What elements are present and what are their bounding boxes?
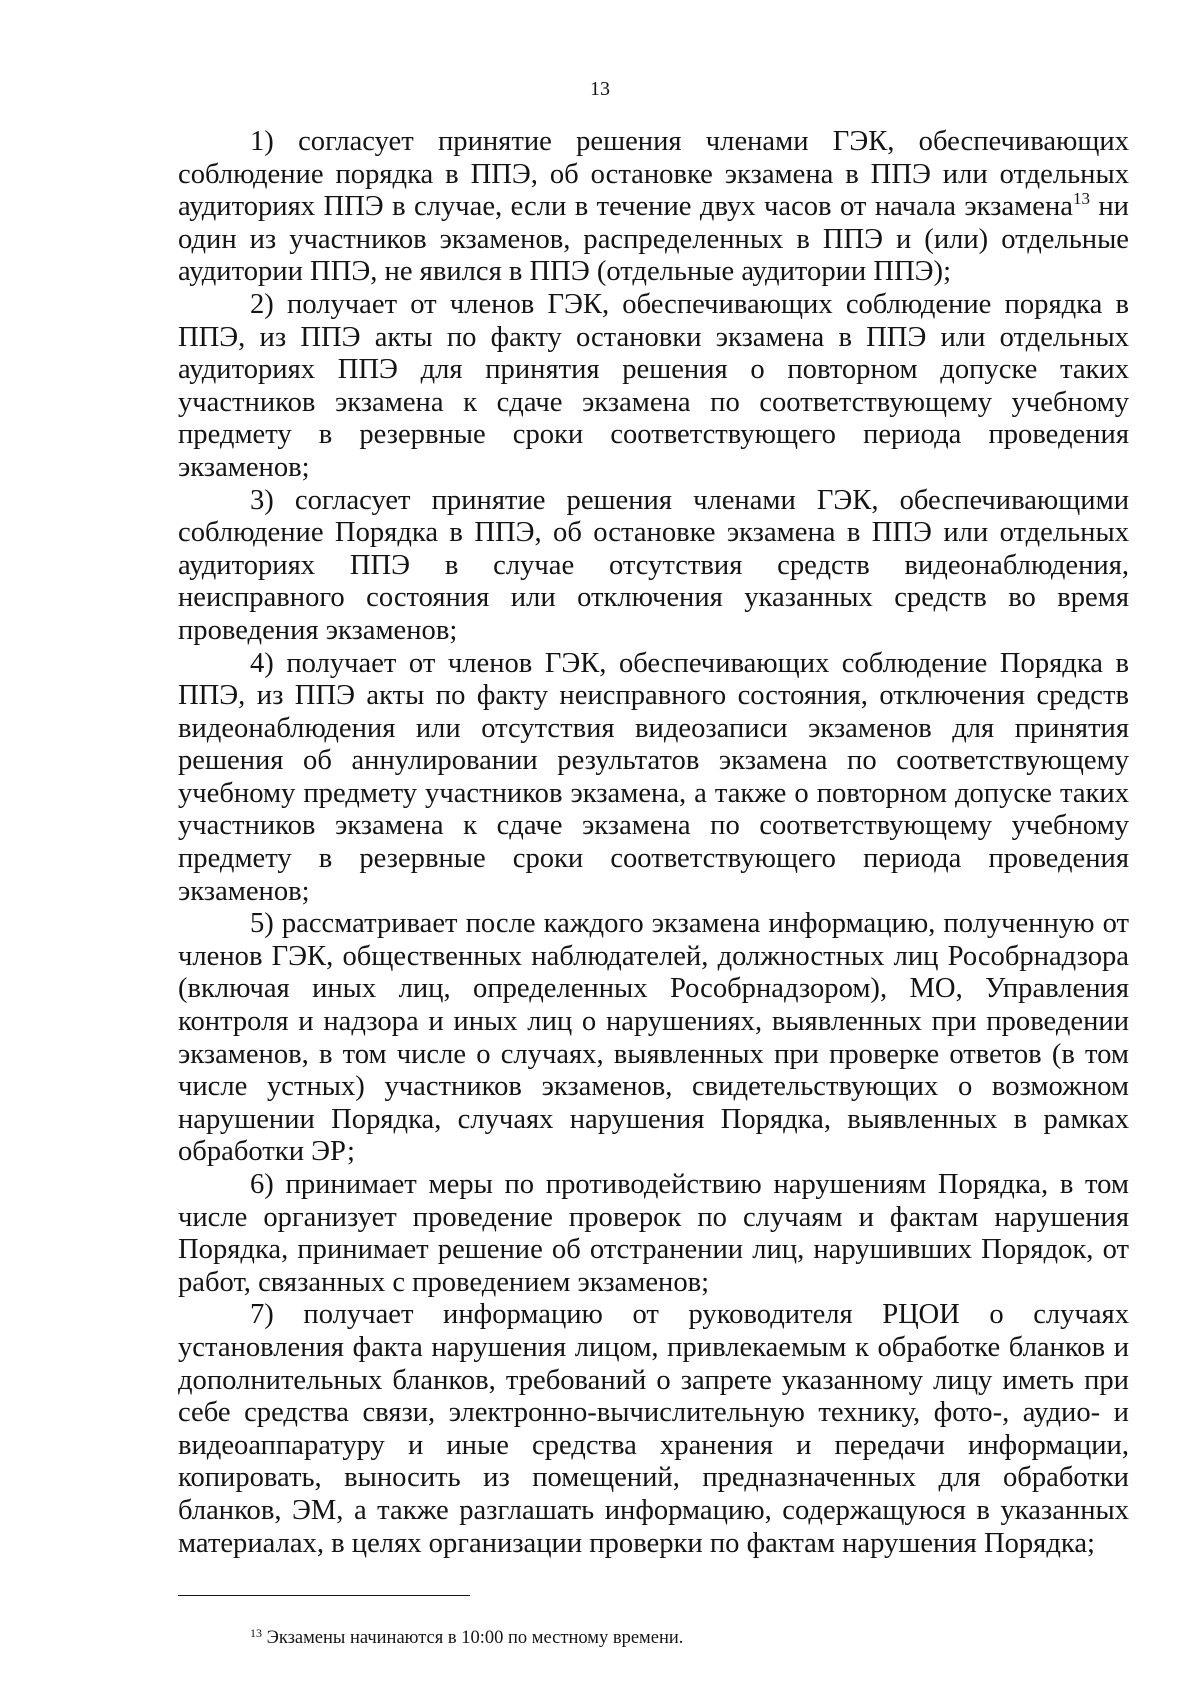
item-number: 1) bbox=[250, 126, 299, 157]
list-item-3 bbox=[178, 485, 1129, 648]
item-text: получает от членов ГЭК, обеспечивающих соблюдение порядка в ППЭ, из ППЭ акты по факту остановки экзамена в ППЭ или отдельных аудиториях ППЭ для принятия решения о повторном допуске таких участников экзамена к сдаче экзамена по соответствующему учебному предмету в резервные сроки соответствующего периода проведения экзаменов; bbox=[178, 288, 1129, 483]
list-item-6 bbox=[178, 1169, 1129, 1299]
list-item-5 bbox=[178, 908, 1129, 1169]
item-text: рассматривает после каждого экзамена информацию, полученную от членов ГЭК, общественных наблюдателей, должностных лиц Рособрнадзора (включая иных лиц, определенных Рособрнадзором), МО, Управления контроля и надзора и иных лиц о нарушениях, выявленных при проведении экзаменов, в том числе о случаях, выявленных при проверке ответов (в том числе устных) участников экзаменов, свидетельствующих о возможном нарушении Порядка, случаях нарушения Порядка, выявленных в рамках обработки ЭР; bbox=[178, 908, 1129, 1168]
item-text: получает от членов ГЭК, обеспечивающих соблюдение Порядка в ППЭ, из ППЭ акты по факту неисправного состояния, отключения средств видеонаблюдения или отсутствия видеозаписи экзаменов для принятия решения об аннулировании результатов экзамена по соответствующему учебному предмету участников экзамена, а также о повторном допуске таких участников экзамена к сдаче экзамена по соответствующему учебному предмету в резервные сроки соответствующего периода проведения экзаменов; bbox=[178, 647, 1129, 907]
item-number: 7) bbox=[250, 1299, 304, 1331]
item-number: 2) bbox=[250, 288, 288, 320]
footnote-text: Экзамены начинаются в 10:00 по местному времени. bbox=[262, 1628, 684, 1648]
item-number: 3) bbox=[250, 484, 295, 516]
item-number: 4) bbox=[250, 647, 287, 679]
item-text-before-footnote: согласует принятие решения членами ГЭК, обеспечивающих соблюдение порядка в ППЭ, об остановке экзамена в ППЭ или отдельных аудиториях ППЭ в случае, если в течение двух часов от начала экзамена bbox=[178, 126, 1129, 223]
list-item-4 bbox=[178, 648, 1129, 909]
footnote-divider bbox=[178, 1595, 470, 1596]
item-text: получает информацию от руководителя РЦОИ о случаях установления факта нарушения лицом, привлекаемым к обработке бланков и дополнительных бланков, требований о запрете указанному лицу иметь при себе средства связи, электронно-вычислительную технику, фото-, аудио- и видеоаппаратуру и иные средства хранения и передачи информации, копировать, выносить из помещений, предназначенных для обработки бланков, ЭМ, а также разглашать информацию, содержащуюся в указанных материалах, в целях организации проверки по фактам нарушения Порядка; bbox=[178, 1299, 1130, 1559]
footnote-number: 13 bbox=[250, 1626, 262, 1640]
list-item-7 bbox=[178, 1299, 1129, 1560]
footnote-reference[interactable]: 13 bbox=[1072, 189, 1090, 209]
footnote bbox=[250, 1627, 1150, 1649]
page-number: 13 bbox=[590, 78, 610, 100]
item-text: принимает меры по противодействию нарушениям Порядка, в том числе организует проведение проверок по случаям и фактам нарушения Порядка, принимает решение об отстранении лиц, нарушивших Порядок, от работ, связанных с проведением экзаменов; bbox=[178, 1169, 1129, 1298]
item-number: 6) bbox=[250, 1169, 286, 1200]
item-text-after-footnote: ни один из участников экзаменов, распределенных в ППЭ и (или) отдельные аудитории ППЭ, не явился в ППЭ (отдельные аудитории ППЭ); bbox=[178, 191, 1129, 288]
list-item-2 bbox=[178, 289, 1129, 485]
document-body bbox=[178, 126, 1129, 1560]
item-text: согласует принятие решения членами ГЭК, обеспечивающими соблюдение Порядка в ППЭ, об остановке экзамена в ППЭ или отдельных аудиториях ППЭ в случае отсутствия средств видеонаблюдения, неисправного состояния или отключения указанных средств во время проведения экзаменов; bbox=[178, 484, 1130, 646]
list-item-1 bbox=[178, 126, 1129, 289]
item-number: 5) bbox=[250, 908, 282, 940]
